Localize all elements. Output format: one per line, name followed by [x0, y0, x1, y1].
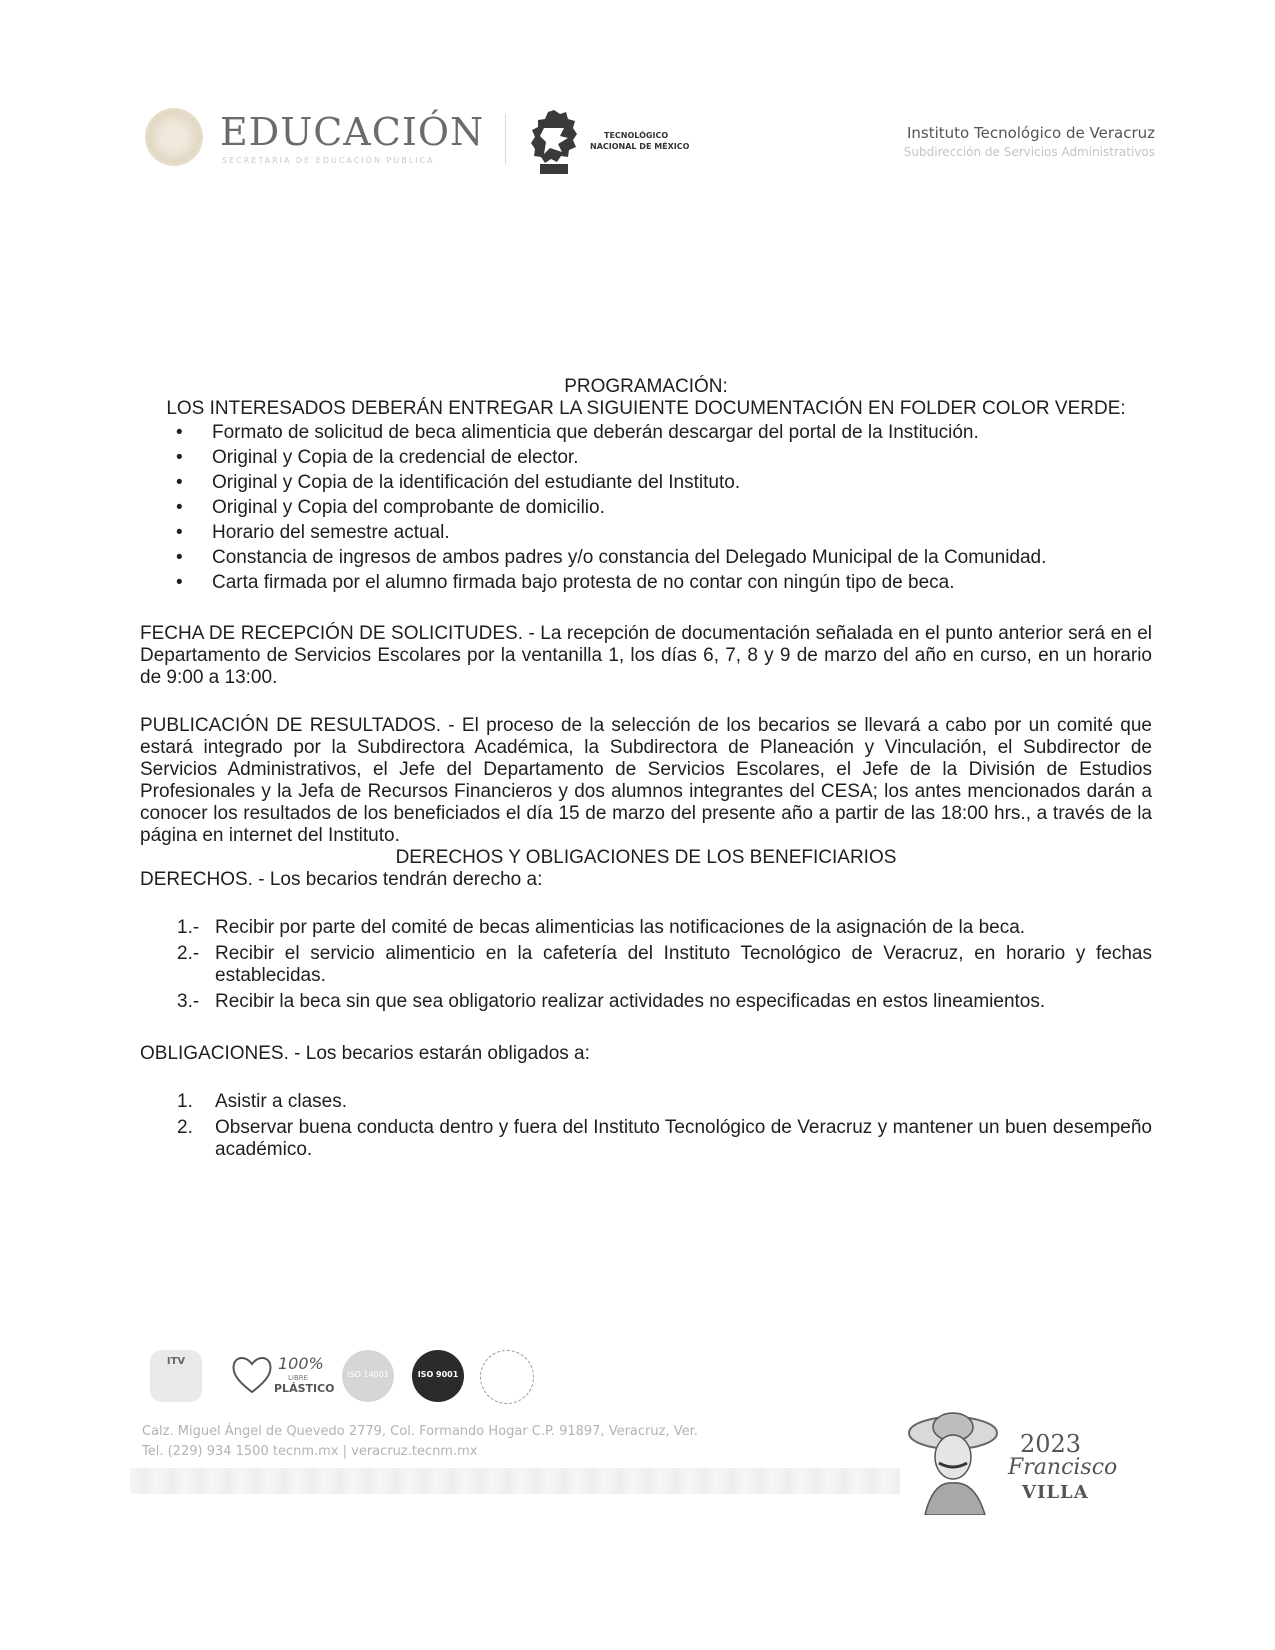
heart-icon	[230, 1352, 274, 1396]
bullet-icon: •	[176, 497, 183, 518]
item-number: 1.-	[177, 917, 200, 938]
rights-heading: DERECHOS.	[140, 869, 253, 890]
program-subtitle: LOS INTERESADOS DEBERÁN ENTREGAR LA SIGUIENTE DOCUMENTACIÓN EN FOLDER COLOR VERDE:	[166, 398, 1126, 419]
obligations-heading: OBLIGACIONES.	[140, 1043, 289, 1064]
list-item: • Constancia de ingresos de ambos padres y/o constancia del Delegado Municipal de la Comunidad.	[176, 547, 1047, 568]
institute-subdirection: Subdirección de Servicios Administrativos	[903, 145, 1155, 159]
rights-list	[140, 917, 1152, 1013]
reception-paragraph	[140, 623, 1152, 689]
documents-list	[140, 422, 1152, 594]
list-item: • Original y Copia de la credencial de elector.	[176, 447, 579, 468]
item-number: 2.-	[177, 943, 200, 964]
rights-intro: - Los becarios tendrán derecho a:	[252, 869, 543, 890]
footer-decorative-band	[130, 1468, 900, 1494]
bullet-icon: •	[176, 447, 183, 468]
tecnm-line-2: NACIONAL DE MÉXICO	[590, 142, 690, 151]
iso-14001-badge	[342, 1350, 394, 1402]
plastic-free-badge	[230, 1350, 340, 1402]
obligations-paragraph	[140, 1043, 1152, 1065]
star-seal-badge	[480, 1350, 534, 1404]
bullet-icon: •	[176, 522, 183, 543]
footer-contact: Tel. (229) 934 1500 tecnm.mx | veracruz.tecnm.mx	[142, 1444, 478, 1459]
bullet-icon: •	[176, 572, 183, 593]
footer-address: Calz. Miguel Ángel de Quevedo 2779, Col. Formando Hogar C.P. 91897, Veracruz, Ver.	[142, 1424, 698, 1439]
tecnm-gear-logo	[530, 108, 578, 176]
header-divider	[505, 114, 506, 164]
reception-text: - La recepción de documentación señalada en el punto anterior será en el Departamento de Servicios Escolares por la ventanilla 1, los días 6, 7, 8 y 9 de marzo del año en curso, en un horario de 9:00 a 13:00.	[140, 623, 1152, 688]
item-number: 2.	[177, 1117, 193, 1138]
obligations-intro: - Los becarios estarán obligados a:	[288, 1043, 590, 1064]
certification-badges	[150, 1350, 550, 1410]
villa-last-name: VILLA	[1022, 1482, 1089, 1503]
sep-logo-subtitle: SECRETARÍA DE EDUCACIÓN PÚBLICA	[222, 156, 435, 165]
obligations-list	[140, 1091, 1152, 1161]
list-item: • Original y Copia de la identificación del estudiante del Instituto.	[176, 472, 741, 493]
list-item: 1. Asistir a clases.	[177, 1091, 347, 1112]
results-heading: PUBLICACIÓN DE RESULTADOS.	[140, 715, 442, 736]
villa-first-name: Francisco	[1008, 1455, 1118, 1480]
bullet-icon: •	[176, 472, 183, 493]
list-item: • Original y Copia del comprobante de domicilio.	[176, 497, 605, 518]
list-item: 1.- Recibir por parte del comité de becas alimenticias las notificaciones de la asignación de la beca.	[177, 917, 1026, 938]
iso-9001-badge	[412, 1350, 464, 1402]
document-body	[140, 376, 1152, 1165]
francisco-villa-portrait	[905, 1405, 1015, 1515]
sep-logo-title: EDUCACIÓN	[220, 110, 485, 154]
list-item: • Carta firmada por el alumno firmada bajo protesta de no contar con ningún tipo de beca.	[176, 572, 955, 593]
tecnm-logo-text	[590, 130, 689, 152]
iso-14001-text: ISO 14001	[347, 1370, 389, 1379]
sep-seal-logo	[145, 108, 203, 166]
year-label: 2023	[1020, 1430, 1082, 1458]
plastic-free-percent: 100%	[278, 1354, 324, 1373]
item-number: 1.	[177, 1091, 193, 1112]
bullet-icon: •	[176, 422, 183, 443]
list-item: • Formato de solicitud de beca alimenticia que deberán descargar del portal de la Institución.	[176, 422, 979, 443]
reception-heading: FECHA DE RECEPCIÓN DE SOLICITUDES.	[140, 623, 523, 644]
list-item: 3.- Recibir la beca sin que sea obligatorio realizar actividades no especificadas en estos lineamientos.	[177, 991, 1046, 1012]
iso-9001-text: ISO 9001	[417, 1370, 459, 1379]
institute-name: Instituto Tecnológico de Veracruz	[906, 124, 1155, 142]
itv-badge-logo	[150, 1350, 202, 1402]
plastic-free-line1: LIBRE	[288, 1374, 309, 1382]
results-text: - El proceso de la selección de los becarios se llevará a cabo por un comité que estará integrado por la Subdirectora Académica, la Subdirectora de Planeación y Vinculación, el Subdirector de Servicios Administrativos, el Jefe del Departamento de Servicios Escolares, el Jefe de la División de Estudios Profesionales y la Jefa de Recursos Financieros y dos alumnos integrantes del CESA; los antes mencionados darán a conocer los resultados de los beneficiados el día 15 de marzo del presente año a partir de las 18:00 hrs., a través de la página en internet del Instituto.	[140, 715, 1152, 846]
list-item: 2. Observar buena conducta dentro y fuera del Instituto Tecnológico de Veracruz y mantener un buen desempeño académico.	[177, 1117, 1152, 1160]
list-item: 2.- Recibir el servicio alimenticio en la cafetería del Instituto Tecnológico de Veracruz, en horario y fechas establecidas.	[177, 943, 1152, 986]
list-item: • Horario del semestre actual.	[176, 522, 450, 543]
rights-obligations-title: DERECHOS Y OBLIGACIONES DE LOS BENEFICIARIOS	[395, 847, 897, 868]
tecnm-line-1: TECNOLÓGICO	[604, 131, 669, 140]
results-paragraph	[140, 715, 1152, 847]
plastic-free-line2: PLÁSTICO	[274, 1382, 335, 1395]
program-title: PROGRAMACIÓN:	[564, 376, 728, 397]
bullet-icon: •	[176, 547, 183, 568]
rights-paragraph	[140, 869, 1152, 891]
itv-badge-text: ITV	[166, 1356, 186, 1367]
item-number: 3.-	[177, 991, 200, 1012]
